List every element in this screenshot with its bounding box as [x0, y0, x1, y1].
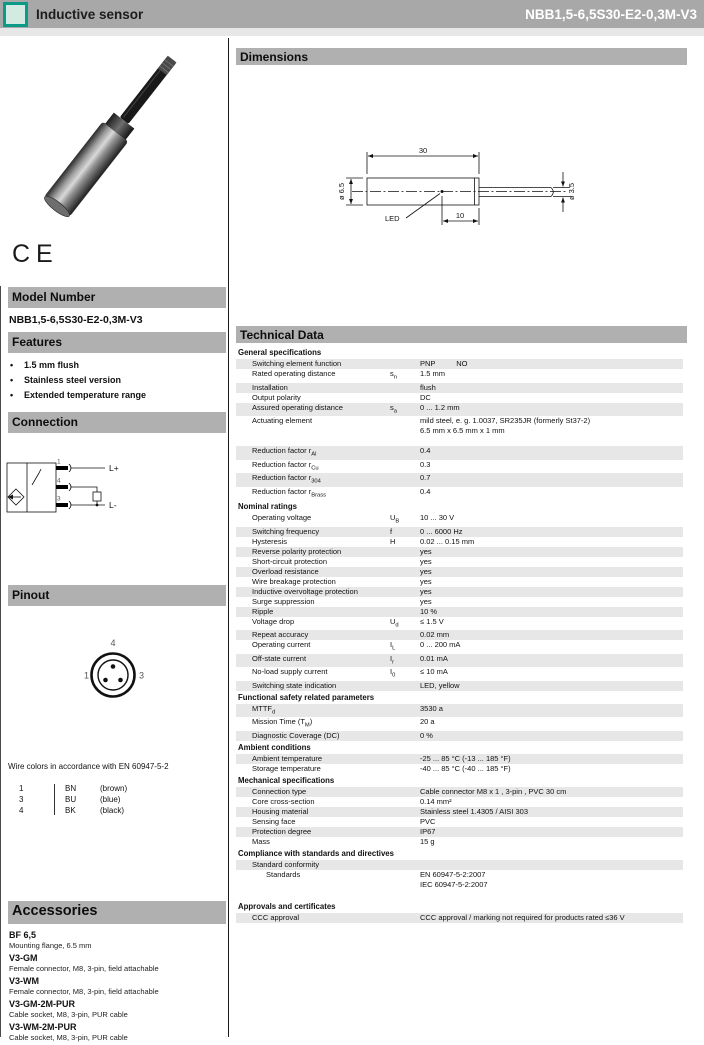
spec-label: Switching state indication: [252, 680, 337, 690]
spec-row: [236, 460, 683, 474]
wire-code: BK: [65, 806, 76, 815]
spec-value: yes: [420, 566, 432, 576]
spec-value: PVC: [420, 816, 436, 826]
spec-group-header: General specifications: [238, 348, 322, 357]
pinout-top-label: 4: [110, 638, 116, 648]
wire-color: (black): [100, 806, 125, 815]
dim-length-label: 30: [418, 146, 428, 155]
spec-row: [236, 557, 683, 567]
spec-row: [236, 913, 683, 923]
spec-symbol: [390, 487, 420, 501]
dim-cable-diameter-label: ø 3.5: [567, 182, 576, 201]
spec-group-header: Compliance with standards and directives: [238, 848, 394, 858]
spec-row: [236, 403, 683, 417]
table-row: [16, 805, 206, 816]
spec-symbol: [390, 717, 420, 731]
spec-value: 10 ... 30 V: [420, 513, 455, 522]
spec-label: Standards: [266, 869, 301, 879]
accessory-desc: Female connector, M8, 3-pin, field attachable: [9, 987, 159, 996]
pinout-left-label: 1: [84, 670, 90, 681]
product-photo: [5, 40, 215, 240]
spec-row: [236, 870, 683, 890]
list-item: [9, 930, 221, 951]
spec-symbol: [390, 567, 420, 577]
spec-value: 0.14 mm²: [420, 796, 452, 806]
accessory-desc: Cable socket, M8, 3-pin, PUR cable: [9, 1010, 128, 1019]
spec-label: Actuating element: [252, 416, 313, 425]
wire-colors-note: Wire colors in accordance with EN 60947-5-2: [8, 762, 169, 771]
spec-value: yes: [420, 556, 432, 566]
conn-lplus-label: L+: [109, 463, 119, 473]
brand-icon: [3, 2, 28, 27]
spec-label: Protection degree: [252, 826, 312, 836]
spec-row: [236, 704, 683, 718]
spec-label: Reduction factor $r_{Al}$: [252, 446, 317, 458]
ce-mark: CE: [12, 240, 59, 268]
spec-label: Off-state current: [252, 653, 307, 663]
section-accessories: Accessories: [8, 901, 226, 924]
section-connection: Connection: [8, 412, 226, 433]
spec-row: [236, 383, 683, 393]
spec-symbol: [390, 681, 420, 691]
wire-color: (brown): [100, 784, 128, 793]
spec-symbol: $I_0$: [390, 667, 396, 679]
spec-group-header: Ambient conditions: [238, 742, 311, 752]
spec-label: Switching frequency: [252, 526, 320, 536]
feature-text: Stainless steel version: [24, 375, 122, 385]
spec-label: Operating current: [252, 640, 311, 649]
spec-label: CCC approval: [252, 912, 300, 922]
led-label: LED: [385, 214, 400, 223]
spec-symbol: $U_B$: [390, 513, 400, 525]
table-row: [16, 794, 206, 805]
spec-label: Reverse polarity protection: [252, 546, 342, 556]
spec-value: flush: [420, 382, 436, 392]
spec-value: 20 a: [420, 717, 435, 726]
spec-symbol: H: [390, 536, 396, 546]
conn-lminus-label: L-: [109, 500, 117, 510]
spec-label: Housing material: [252, 806, 309, 816]
spec-value: Stainless steel 1.4305 / AISI 303: [420, 806, 528, 816]
spec-label: Switching element function: [252, 359, 342, 368]
spec-label: Core cross-section: [252, 796, 315, 806]
spec-value: 0.01 mA: [420, 653, 448, 663]
list-item: [9, 976, 221, 997]
spec-label: Rated operating distance: [252, 369, 336, 378]
spec-symbol: [390, 837, 420, 847]
feature-item: [10, 388, 220, 403]
connection-diagram: [0, 440, 215, 555]
spec-symbol: [390, 787, 420, 797]
spec-symbol: [390, 807, 420, 817]
bullet-icon: •: [10, 390, 14, 400]
spec-row: [236, 860, 683, 870]
spec-label: Storage temperature: [252, 763, 321, 773]
spec-row: [236, 681, 683, 691]
spec-symbol: [390, 473, 420, 487]
spec-row: [236, 369, 683, 383]
list-item: [9, 999, 221, 1020]
spec-row: [236, 807, 683, 817]
spec-row: [236, 359, 683, 369]
spec-label: Sensing face: [252, 816, 296, 826]
features-list: [10, 358, 220, 403]
section-features: Features: [8, 332, 226, 353]
spec-row: [236, 597, 683, 607]
spec-symbol: [390, 607, 420, 617]
spec-symbol: [390, 460, 420, 474]
spec-group-header: Functional safety related parameters: [238, 692, 375, 702]
wire-code: BU: [65, 795, 77, 804]
spec-symbol: [390, 754, 420, 764]
spec-value: [420, 860, 683, 870]
spec-value: yes: [420, 546, 432, 556]
column-divider: [228, 38, 229, 1037]
spec-value: 0 ... 200 mA: [420, 640, 461, 649]
spec-group-header: Mechanical specifications: [238, 775, 335, 785]
spec-label: Output polarity: [252, 392, 301, 402]
accessory-desc: Female connector, M8, 3-pin, field attachable: [9, 964, 159, 973]
accessory-desc: Cable socket, M8, 3-pin, PUR cable: [9, 1033, 128, 1042]
spec-value: 0 %: [420, 730, 433, 740]
spec-label: Voltage drop: [252, 616, 295, 626]
spec-symbol: f: [390, 526, 393, 536]
spec-row: [236, 577, 683, 587]
spec-row: [236, 607, 683, 617]
spec-value: LED, yellow: [420, 680, 460, 690]
header-sub-band: [0, 28, 704, 36]
spec-label: Inductive overvoltage protection: [252, 586, 358, 596]
spec-row: [236, 797, 683, 807]
spec-value: 1.5 mm: [420, 369, 446, 378]
spec-row: [236, 446, 683, 460]
spec-value: ≤ 10 mA: [420, 667, 448, 676]
spec-label: Overload resistance: [252, 566, 319, 576]
spec-symbol: [390, 731, 420, 741]
spec-value: CCC approval / marking not required for products rated ≤36 V: [420, 912, 625, 922]
spec-row: [236, 827, 683, 837]
conn-pin4-label: 4: [57, 477, 61, 485]
spec-row: [236, 527, 683, 537]
spec-value: 15 g: [420, 836, 435, 846]
spec-value: ≤ 1.5 V: [420, 616, 444, 626]
spec-symbol: [390, 557, 420, 567]
spec-symbol: [390, 764, 420, 774]
spec-label: Reduction factor $r_{Cu}$: [252, 459, 319, 471]
spec-symbol: [390, 597, 420, 607]
spec-label: Repeat accuracy: [252, 630, 309, 639]
wire-color: (blue): [100, 795, 121, 804]
spec-symbol: $I_r$: [390, 653, 395, 665]
spec-symbol: [390, 547, 420, 557]
spec-gap: [236, 436, 683, 446]
spec-label: Surge suppression: [252, 596, 315, 606]
spec-label: Operating voltage: [252, 513, 312, 522]
spec-label: Mass: [252, 836, 270, 846]
accessory-desc: Mounting flange, 6.5 mm: [9, 941, 92, 950]
spec-label: Mission Time $(T_M)$: [252, 717, 313, 729]
spec-row: [236, 587, 683, 597]
spec-row: [236, 640, 683, 654]
spec-label: Reduction factor $r_{Brass}$: [252, 486, 327, 498]
spec-row: [236, 630, 683, 640]
section-model-number: Model Number: [8, 287, 226, 308]
spec-value: PNP NO: [420, 359, 468, 368]
accessory-name: V3-WM: [9, 976, 39, 986]
spec-label: Connection type: [252, 786, 307, 796]
spec-row: [236, 667, 683, 681]
spec-symbol: [390, 870, 420, 890]
spec-label: Installation: [252, 382, 288, 392]
spec-value: 0.02 mm: [420, 630, 450, 639]
spec-symbol: [390, 630, 420, 640]
dim-body-diameter-label: ø 6.5: [337, 182, 346, 201]
spec-value: DC: [420, 392, 431, 402]
spec-value: -40 ... 85 °C (-40 ... 185 °F): [420, 763, 511, 773]
table-row: [16, 783, 206, 794]
spec-label: No-load supply current: [252, 667, 328, 676]
spec-row: [236, 487, 683, 501]
spec-row: [236, 416, 683, 436]
spec-gap: [236, 890, 683, 900]
spec-value: yes: [420, 586, 432, 596]
spec-value: mild steel, e. g. 1.0037, SR235JR (formerly St37-2) 6.5 mm x 6.5 mm x 1 mm: [420, 416, 591, 435]
spec-symbol: [390, 587, 420, 597]
spec-row: [236, 837, 683, 847]
accessory-name: V3-GM: [9, 953, 38, 963]
conn-pin3-label: 3: [57, 495, 61, 503]
spec-row: [236, 567, 683, 577]
spec-label: Short-circuit protection: [252, 556, 328, 566]
pinout-right-label: 3: [139, 670, 145, 681]
spec-symbol: $U_d$: [390, 616, 399, 628]
dim-led-distance-label: 10: [455, 211, 465, 220]
wire-pin: 4: [19, 806, 24, 815]
accessory-name: V3-WM-2M-PUR: [9, 1022, 77, 1032]
feature-text: 1.5 mm flush: [24, 360, 80, 370]
accessory-name: V3-GM-2M-PUR: [9, 999, 76, 1009]
spec-label: Ambient temperature: [252, 753, 323, 763]
bullet-icon: •: [10, 375, 14, 385]
spec-label: Assured operating distance: [252, 402, 343, 412]
spec-symbol: [390, 827, 420, 837]
spec-value: 0.7: [420, 473, 431, 482]
pinout-diagram: [55, 622, 170, 722]
spec-label: Reduction factor $r_{304}$: [252, 473, 321, 485]
spec-value: IP67: [420, 826, 436, 836]
spec-value: 0.4: [420, 486, 431, 496]
spec-value: yes: [420, 596, 432, 606]
feature-text: Extended temperature range: [24, 390, 147, 400]
wire-code: BN: [65, 784, 77, 793]
spec-value: 0 ... 6000 Hz: [420, 526, 463, 536]
spec-row: [236, 537, 683, 547]
accessories-list: [9, 930, 221, 1045]
spec-symbol: [390, 383, 420, 393]
spec-value: 0.4: [420, 446, 431, 455]
list-item: [9, 953, 221, 974]
section-pinout: Pinout: [8, 585, 226, 606]
spec-symbol: [390, 797, 420, 807]
spec-label: Standard conformity: [252, 859, 320, 869]
page-title: Inductive sensor: [36, 7, 144, 22]
spec-symbol: [390, 577, 420, 587]
spec-row: [236, 717, 683, 731]
spec-value: yes: [420, 576, 432, 586]
spec-symbol: [390, 704, 420, 718]
spec-row: [236, 617, 683, 631]
spec-row: [236, 473, 683, 487]
spec-value: -25 ... 85 °C (-13 ... 185 °F): [420, 753, 511, 763]
section-technical-data: Technical Data: [236, 326, 687, 343]
spec-row: [236, 654, 683, 668]
spec-symbol: $s_a$: [390, 402, 397, 414]
spec-symbol: $I_L$: [390, 640, 396, 652]
header-model-number: NBB1,5-6,5S30-E2-0,3M-V3: [525, 7, 697, 22]
spec-symbol: [390, 393, 420, 403]
page-left-frame: [0, 286, 1, 1037]
feature-item: [10, 358, 220, 373]
wire-colors-table: [16, 783, 206, 816]
spec-value: 0 ... 1.2 mm: [420, 402, 460, 412]
spec-value: EN 60947-5-2:2007 IEC 60947-5-2:2007: [420, 869, 488, 889]
wire-pin: 3: [19, 795, 24, 804]
spec-symbol: $s_n$: [390, 369, 397, 381]
spec-label: $MTTF_d$: [252, 703, 276, 715]
spec-value: 0.3: [420, 459, 431, 469]
spec-label: Wire breakage protection: [252, 576, 336, 586]
spec-value: 10 %: [420, 606, 438, 616]
wire-pin: 1: [19, 784, 24, 793]
spec-symbol: [390, 913, 420, 923]
spec-symbol: [390, 446, 420, 460]
spec-row: [236, 787, 683, 797]
spec-value: 3530 a: [420, 703, 443, 713]
spec-symbol: [390, 860, 420, 870]
section-dimensions: Dimensions: [236, 48, 687, 65]
feature-item: [10, 373, 220, 388]
spec-row: [236, 393, 683, 403]
accessory-name: BF 6,5: [9, 930, 37, 940]
spec-symbol: [390, 416, 420, 436]
spec-label: Ripple: [252, 606, 274, 616]
wire-table-divider: [54, 784, 55, 815]
bullet-icon: •: [10, 360, 14, 370]
spec-label: Hysteresis: [252, 536, 288, 546]
list-item: [9, 1022, 221, 1043]
spec-group-header: Nominal ratings: [238, 502, 297, 511]
model-number-value: NBB1,5-6,5S30-E2-0,3M-V3: [9, 314, 143, 326]
spec-row: [236, 817, 683, 827]
spec-value: Cable connector M8 x 1 , 3-pin , PVC 30 cm: [420, 786, 567, 796]
spec-value: 0.02 ... 0.15 mm: [420, 536, 475, 546]
technical-data-table: [236, 346, 683, 923]
dimension-drawing: [330, 128, 640, 240]
spec-symbol: [390, 359, 420, 369]
spec-row: [236, 547, 683, 557]
conn-pin1-label: 1: [57, 458, 61, 466]
spec-row: [236, 513, 683, 527]
spec-row: [236, 764, 683, 774]
spec-row: [236, 731, 683, 741]
spec-label: Diagnostic Coverage (DC): [252, 730, 340, 740]
spec-symbol: [390, 817, 420, 827]
spec-group-header: Approvals and certificates: [238, 901, 336, 911]
spec-row: [236, 754, 683, 764]
